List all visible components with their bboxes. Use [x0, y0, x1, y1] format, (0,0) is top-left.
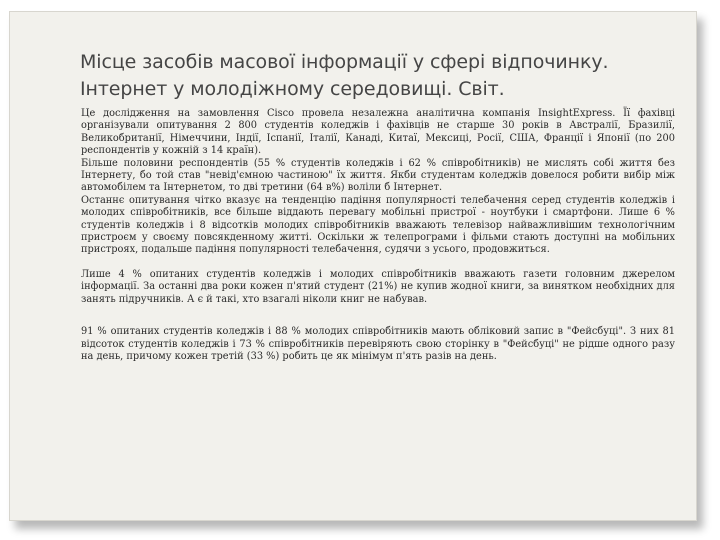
slide-title — [80, 49, 680, 103]
paragraph-tv-decline: Останнє опитування чітко вказує на тенденцію падіння популярності телебачення серед студентів коледжів і молодих співробітників, все більше віддають перевагу мобільні пристрої - ноутбуки і смартфони. Лише 6 % студентів коледжів і 8 відсотків молодих співробітників вважають телевізор найважливішим технологічним пристроєм у своєму повсякденному житті. Оскільки ж телепрограми і фільми стають доступні на мобільних пристроях, подальше падіння популярності телебачення, судячи з усього, продовжиться. — [81, 194, 675, 256]
paragraph-survey-intro: Це дослідження на замовлення Cisco провела незалежна аналітична компанія InsightExpress. Її фахівці організували опитування 2 800 студентів коледжів і фахівців не старше 30 років в Австралії, Бразилії, Великобританії, Німеччини, Індії, Іспанії, Італії, Канаді, Китаї, Мексиці, Росії, США, Франції і Японії (по 200 респондентів у кожній з 14 країн). — [81, 108, 675, 157]
paragraph-newspapers-books: Лише 4 % опитаних студентів коледжів і молодих співробітників вважають газети головним джерелом інформації. За останні два роки кожен п'ятий студент (21%) не купив жодної книги, за винятком необхідних для занять підручників. А є й такі, хто взагалі ніколи книг не набував. — [81, 268, 675, 305]
slide-body — [81, 108, 675, 363]
title-line-2: Інтернет у молодіжному середовищі. Світ. — [80, 78, 505, 100]
paragraph-internet-importance: Більше половини респондентів (55 % студентів коледжів і 62 % співробітників) не мислять собі життя без Інтернету, бо той став "невід'ємною частиною" їх життя. Якби студентам коледжів довелося робити вибір між автомобілем та Інтернетом, то дві третини (64 в%) воліли б Інтернет. — [81, 157, 675, 194]
title-line-1: Місце засобів масової інформації у сфері відпочинку. — [80, 51, 609, 73]
paragraph-facebook: 91 % опитаних студентів коледжів і 88 % молодих співробітників мають обліковий запис в "Фейсбуці". З них 81 відсоток студентів коледжів і 73 % співробітників перевіряють свою сторінку в "Фейсбуці" не рідше одного разу на день, причому кожен третій (33 %) робить це як мінімум п'ять разів на день. — [81, 326, 675, 362]
